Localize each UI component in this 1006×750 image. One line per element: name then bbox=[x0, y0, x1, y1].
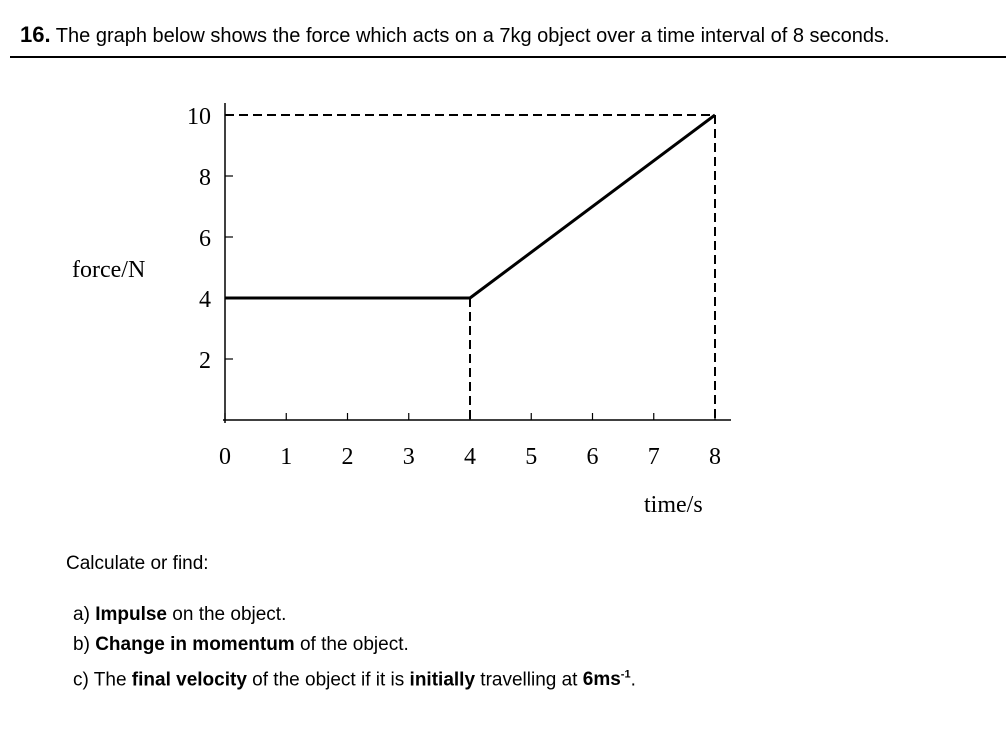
part-a-keyword: Impulse bbox=[95, 604, 167, 625]
x-tick-label: 3 bbox=[402, 444, 415, 470]
part-b-keyword: Change in momentum bbox=[95, 634, 295, 655]
y-axis-label: force/N bbox=[72, 257, 146, 283]
part-a bbox=[73, 600, 636, 630]
part-c bbox=[73, 660, 636, 695]
chart-axes bbox=[223, 103, 731, 423]
part-c-initial-speed: $6ms^{-1}$ bbox=[582, 669, 631, 691]
part-c-mid: of the object if it is bbox=[246, 669, 410, 691]
force-time-chart bbox=[0, 60, 1006, 530]
part-c-keyword-initially: initially bbox=[409, 669, 476, 691]
part-c-keyword-final-velocity: final velocity bbox=[131, 669, 247, 691]
part-c-letter: c) bbox=[73, 669, 89, 691]
force-series-line bbox=[225, 115, 715, 298]
part-c-pre: The bbox=[93, 669, 132, 691]
part-b-text: of the object. bbox=[294, 634, 409, 655]
x-tick-label: 2 bbox=[341, 444, 354, 470]
x-tick-label: 5 bbox=[525, 444, 538, 470]
part-b-letter: b) bbox=[73, 634, 90, 655]
y-tick-label: 8 bbox=[199, 165, 211, 191]
question-parts bbox=[73, 600, 636, 695]
header-divider bbox=[10, 56, 1006, 58]
x-axis-label: time/s bbox=[644, 492, 703, 518]
part-c-end: . bbox=[630, 669, 636, 691]
prompt-text: Calculate or find: bbox=[66, 553, 209, 574]
y-tick-label: 4 bbox=[199, 287, 211, 313]
x-tick-label: 6 bbox=[586, 444, 599, 470]
question-text: The graph below shows the force which acts on a 7kg object over a time interval of 8 seconds. bbox=[55, 25, 890, 47]
part-c-post: travelling at bbox=[475, 669, 583, 691]
y-tick-label: 10 bbox=[187, 104, 211, 130]
y-tick-label: 6 bbox=[199, 226, 211, 252]
question-number: 16. bbox=[20, 22, 51, 47]
y-tick-label: 2 bbox=[199, 348, 211, 374]
part-a-text: on the object. bbox=[167, 604, 287, 625]
x-tick-label: 7 bbox=[647, 444, 660, 470]
part-a-letter: a) bbox=[73, 604, 90, 625]
x-tick-label: 1 bbox=[280, 444, 293, 470]
x-tick-label: 0 bbox=[219, 444, 231, 470]
question-header bbox=[20, 22, 890, 48]
x-tick-label: 8 bbox=[709, 444, 721, 470]
x-tick-label: 4 bbox=[464, 444, 476, 470]
part-b bbox=[73, 630, 636, 660]
